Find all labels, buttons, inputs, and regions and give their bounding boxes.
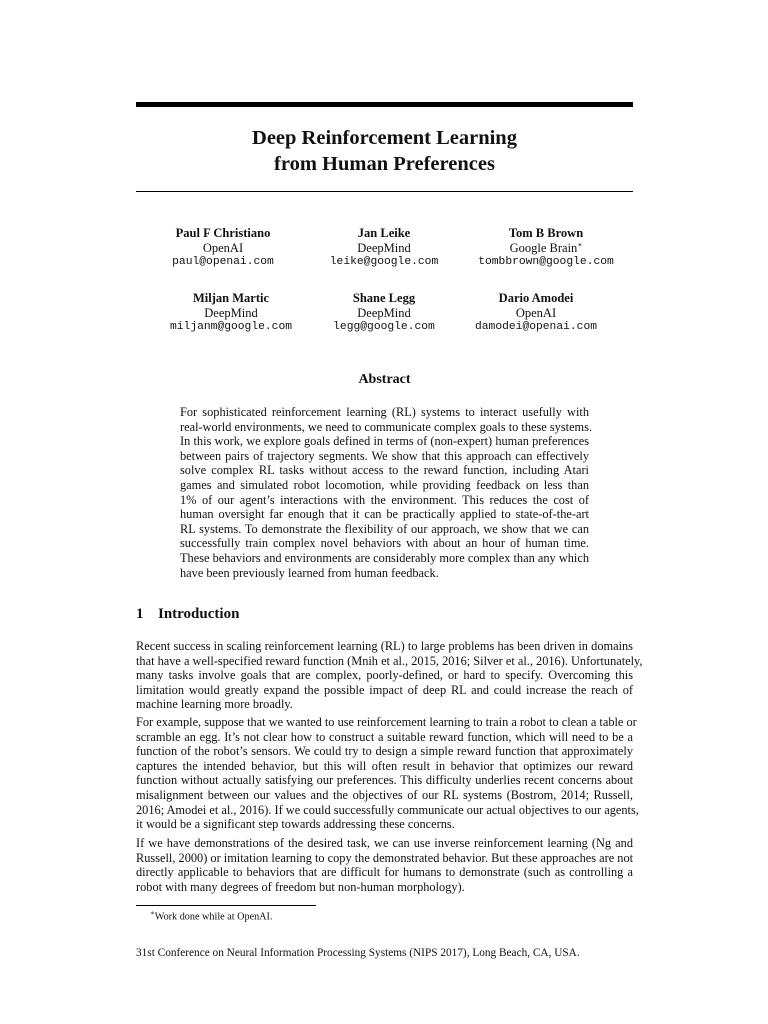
author-card <box>461 226 631 270</box>
author-name: Jan Leike <box>357 226 411 240</box>
author-affiliation: Google Brain <box>509 240 578 255</box>
abstract-line: 1% of our agent’s interactions with the environment. This reduces the cost of <box>180 492 589 507</box>
title-line-2: from Human Preferences <box>274 153 495 175</box>
paragraph-line: scramble an egg. It’s not clear how to construct a suitable reward function, which will need to be a <box>136 729 633 744</box>
author-name: Miljan Martic <box>192 291 269 305</box>
abstract-line: real-world environments, we need to communicate complex goals to these systems. <box>180 419 593 434</box>
title-bottom-rule <box>136 191 633 192</box>
intro-paragraph-1 <box>136 639 643 712</box>
intro-paragraph-2 <box>136 715 639 832</box>
author-email: legg@google.com <box>333 321 435 333</box>
paragraph-line: directly applicable to behaviors that are difficult for humans to demonstrate (such as controlling a <box>136 865 633 880</box>
author-card <box>151 291 311 335</box>
author-email: paul@openai.com <box>172 256 274 268</box>
paragraph-line: robot with many degrees of freedom but non-human morphology). <box>136 879 465 894</box>
author-name: Paul F Christiano <box>175 226 271 240</box>
paragraph-line: that have a well-specified reward function (Mnih et al., 2015, 2016; Silver et al., 2016). Unfortunately, <box>136 653 643 668</box>
author-affiliation: OpenAI <box>202 240 244 255</box>
author-email: miljanm@google.com <box>169 321 293 333</box>
paragraph-line: Russell, 2000) or imitation learning to copy the demonstrated behavior. But these approaches are not <box>136 850 634 865</box>
author-affiliation: DeepMind <box>204 305 258 320</box>
abstract-line: games and simulated robot locomotion, while providing feedback on less than <box>180 477 589 492</box>
abstract-line: RL systems. To demonstrate the flexibility of our approach, we show that we can <box>180 521 589 536</box>
paragraph-line: captures the intended behavior, but this will often result in behavior that optimizes our reward <box>136 758 633 773</box>
paragraph-line: For example, suppose that we wanted to use reinforcement learning to train a robot to clean a table or <box>136 715 637 729</box>
footnote-marker: ∗ <box>577 239 583 249</box>
abstract-line: solve complex RL tasks without access to the reward function, including Atari <box>180 463 589 478</box>
author-affiliation: DeepMind <box>357 305 411 320</box>
footnote-text: Work done while at OpenAI. <box>154 911 273 923</box>
abstract-line: human oversight far enough that it can be practically applied to state-of-the-art <box>180 507 589 522</box>
title-top-rule <box>136 102 633 107</box>
paper-title <box>136 125 633 177</box>
author-card <box>456 291 616 335</box>
paragraph-line: 2016; Amodei et al., 2016). If we could successfully communicate our actual objectives to our agents, <box>136 802 639 817</box>
footnote <box>150 907 272 923</box>
author-card <box>304 226 464 270</box>
conference-note: 31st Conference on Neural Information Processing Systems (NIPS 2017), Long Beach, CA, USA. <box>136 947 580 959</box>
abstract-line: These behaviors and environments are considerably more complex than any which <box>180 550 589 565</box>
abstract-text <box>180 405 593 580</box>
paragraph-line: function of the robot’s sensors. We could try to design a simple reward function that approximately <box>136 744 633 759</box>
paragraph-line: limitation would greatly expand the possible impact of deep RL and could increase the reach of <box>136 682 633 697</box>
section-title: Introduction <box>158 606 240 622</box>
section-heading <box>136 605 239 623</box>
author-name: Tom B Brown <box>508 226 584 240</box>
abstract-line: have been previously learned from human feedback. <box>180 565 439 580</box>
author-email: tombbrown@google.com <box>478 256 614 268</box>
paragraph-line: misalignment between our values and the objectives of our RL systems (Bostrom, 2014; Russell, <box>136 787 633 802</box>
author-affiliation: DeepMind <box>357 240 411 255</box>
title-line-1: Deep Reinforcement Learning <box>252 127 517 149</box>
author-affiliation-line <box>461 241 631 256</box>
author-block <box>136 226 633 336</box>
author-card <box>304 291 464 335</box>
abstract-line: In this work, we explore goals defined in terms of (non-expert) human preferences <box>180 434 589 449</box>
footnote-mark: ∗ <box>150 909 155 917</box>
paragraph-line: function without actually satisfying our preferences. This difficulty underlies recent concerns about <box>136 773 633 788</box>
paragraph-line: If we have demonstrations of the desired task, we can use inverse reinforcement learning (Ng and <box>136 836 633 850</box>
abstract-heading: Abstract <box>358 372 411 387</box>
abstract-line: For sophisticated reinforcement learning (RL) systems to interact usefully with <box>180 405 589 419</box>
author-email: leike@google.com <box>329 256 439 268</box>
paragraph-line: it would be a significant step towards addressing these concerns. <box>136 817 455 832</box>
abstract-line: between pairs of trajectory segments. We show that this approach can effectively <box>180 448 589 463</box>
author-name: Shane Legg <box>352 291 416 305</box>
paragraph-line: Recent success in scaling reinforcement learning (RL) to large problems has been driven in domains <box>136 639 633 653</box>
intro-paragraph-3 <box>136 836 633 894</box>
paragraph-line: many tasks involve goals that are complex, poorly-defined, or hard to specify. Overcoming this <box>136 668 633 683</box>
abstract-line: successfully train complex novel behaviors with about an hour of human time. <box>180 536 589 551</box>
author-card <box>143 226 303 270</box>
footnote-rule <box>136 905 316 906</box>
author-name: Dario Amodei <box>498 291 574 305</box>
section-number: 1 <box>136 606 144 622</box>
author-affiliation: OpenAI <box>515 305 557 320</box>
author-email: damodei@openai.com <box>474 321 598 333</box>
paragraph-line: machine learning more broadly. <box>136 697 293 712</box>
